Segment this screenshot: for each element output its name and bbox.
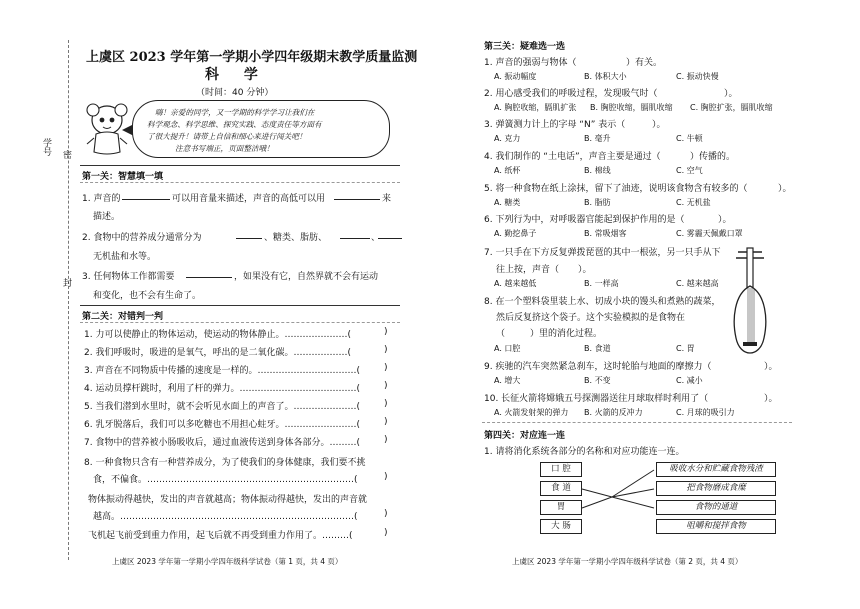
answer-paren-close[interactable]: ) (384, 435, 388, 445)
choice-q8-opt-c[interactable]: C. 胃 (676, 344, 695, 353)
choice-q2-opt-c[interactable]: C. 胸腔扩张，膈肌收缩 (690, 103, 773, 112)
subject-title: 科 学 (205, 67, 268, 83)
margin-label-student-number: 学号 (41, 138, 51, 156)
choice-q5-opt-b[interactable]: B. 脂肪 (584, 198, 611, 207)
exam-duration: （时间：40 分钟） (196, 88, 274, 98)
choice-q3-opt-a[interactable]: A. 克力 (494, 134, 521, 143)
choice-q2-opt-a[interactable]: A. 胸腔收缩，膈肌扩张 (494, 103, 577, 112)
margin-label-feng: 封 (63, 279, 73, 289)
fill-q3-part3: 和变化，也不会有生命了。 (93, 291, 202, 301)
choice-q7-opt-b[interactable]: B. 一样高 (584, 279, 619, 288)
function-box-grind-food[interactable]: 把食物磨成食糜 (656, 481, 776, 496)
bubble-line: 注意书写端正，页面整洁哦！ (175, 144, 274, 153)
organ-box-mouth[interactable]: 口 腔 (540, 462, 582, 477)
section2-title: 第二关：对错判一判 (82, 312, 164, 322)
fill-q1-part4: 描述。 (93, 212, 121, 222)
choice-q6-opt-a[interactable]: A. 勤挖鼻子 (494, 229, 537, 238)
choice-q8-line1: 8. 在一个塑料袋里装上水、切成小块的馒头和煮熟的蔬菜， (484, 297, 721, 307)
choice-q6: 6. 下列行为中，对呼吸器官能起到保护作用的是（ (484, 215, 685, 225)
answer-paren-close[interactable]: ) (384, 509, 388, 519)
judge-item-4: 4. 运动员撑杆跳时，利用了杆的弹力。…………………………………( (84, 384, 360, 394)
answer-paren-close[interactable]: ) (384, 345, 388, 355)
judge-item-9-line1: 物体振动得越快，发出的声音就越高；物体振动得越快，发出的声音就 (88, 495, 368, 505)
choice-q4-opt-a[interactable]: A. 纸杯 (494, 166, 521, 175)
answer-paren-close[interactable]: ) (384, 399, 388, 409)
choice-q6-opt-c[interactable]: C. 雾霾天佩戴口罩 (676, 229, 743, 238)
choice-q7-opt-c[interactable]: C. 越来越高 (676, 279, 719, 288)
section1-title: 第一关：智慧填一填 (82, 172, 164, 182)
connection-line (582, 489, 612, 497)
organ-box-large-intestine[interactable]: 大 肠 (540, 519, 582, 534)
choice-q2-opt-b[interactable]: B. 胸腔收缩，膈肌收缩 (590, 103, 673, 112)
choice-q2: 2. 用心感受我们的呼吸过程，发现吸气时（ (484, 89, 658, 99)
fill-q2-part4: 无机盐和水等。 (93, 252, 157, 262)
page-footer: 上虞区 2023 学年第一学期小学四年级科学试卷（第 2 页，共 4 页） (512, 557, 743, 566)
section3-title: 第三关：疑难选一选 (484, 42, 566, 52)
fill-q2-part2: 、糖类、脂肪、 (264, 233, 328, 243)
function-box-chew-food[interactable]: 咀嚼和搅拌食物 (656, 519, 776, 534)
judge-item-5: 5. 当我们潜到水里时，就不会听见水面上的声音了。…………………( (84, 402, 360, 412)
choice-q10: 10. 长征火箭将嫦娥五号探测器送往月球取样时利用了（ (484, 394, 709, 404)
choice-q7-opt-a[interactable]: A. 越来越低 (494, 279, 537, 288)
answer-paren-close[interactable]: ) (384, 528, 388, 538)
bubble-line: 嗨！亲爱的同学，又一学期的科学学习让我们在 (155, 108, 315, 117)
answer-paren-close[interactable]: ) (384, 472, 388, 482)
answer-paren-close[interactable]: ) (384, 363, 388, 373)
fill-q2-part3: 、 (371, 233, 381, 243)
choice-q1-opt-c[interactable]: C. 振动快慢 (676, 72, 719, 81)
choice-q6-opt-b[interactable]: B. 常吸烟客 (584, 229, 627, 238)
connection-line (582, 497, 612, 508)
fill-q3-part1: 3. 任何物体工作都需要 (82, 272, 175, 282)
choice-q7-end: ）。 (578, 265, 592, 275)
choice-q3-opt-c[interactable]: C. 牛顿 (676, 134, 703, 143)
fill-q1-part1: 1. 声音的 (82, 194, 121, 204)
choice-q9-opt-a[interactable]: A. 增大 (494, 376, 521, 385)
match-instruction: 1. 请将消化系统各部分的名称和对应功能连一连。 (484, 447, 685, 457)
bubble-line: 了很大提升！请带上自信和细心来进行闯关吧！ (147, 132, 307, 141)
judge-item-9-line2: 越高。……………………………………………………………………( (93, 512, 358, 522)
choice-q10-opt-b[interactable]: B. 火箭的反冲力 (584, 408, 643, 417)
choice-q4: 4. 我们制作的 “土电话”，声音主要是通过（ (484, 152, 661, 162)
choice-q7-line2: 往上按，声音（ (496, 265, 560, 275)
answer-paren-close[interactable]: ) (384, 327, 388, 337)
choice-q1-opt-a[interactable]: A. 振动幅度 (494, 72, 537, 81)
choice-q5-end: ）。 (778, 184, 792, 194)
judge-item-3: 3. 声音在不同物质中传播的速度是一样的。……………………………( (84, 366, 360, 376)
choice-q10-opt-a[interactable]: A. 火箭发射架的弹力 (494, 408, 569, 417)
organ-box-stomach[interactable]: 胃 (540, 500, 582, 515)
choice-q9-end: ）。 (764, 362, 778, 372)
answer-paren-close[interactable]: ) (384, 381, 388, 391)
judge-item-8-line2: 食，不偏食。……………………………………………………………( (93, 475, 358, 485)
choice-q10-end: ）。 (764, 394, 778, 404)
judge-item-1: 1. 力可以使静止的物体运动，使运动的物体静止。…………………( (84, 330, 351, 340)
choice-q8-line3: ）里的消化过程。 (530, 329, 603, 339)
choice-q5: 5. 将一种食物在纸上涂抹，留下了油迹，说明该食物含有较多的（ (484, 184, 748, 194)
choice-q9: 9. 疾驰的汽车突然紧急刹车，这时轮胎与地面的摩擦力（ (484, 362, 712, 372)
fill-q1-part2: 可以用音量来描述，声音的高低可以用 (172, 194, 326, 204)
choice-q8-line3-open: （ (496, 329, 506, 339)
judge-item-10: 飞机起飞前受到重力作用，起飞后就不再受到重力作用了。………( (88, 531, 353, 541)
choice-q3: 3. 弹簧测力计上的字母 “N” 表示（ (484, 120, 626, 130)
choice-q9-opt-b[interactable]: B. 不变 (584, 376, 611, 385)
section4-title: 第四关：对应连一连 (484, 431, 566, 441)
choice-q1-opt-b[interactable]: B. 体积大小 (584, 72, 627, 81)
margin-label-mi: 密 (63, 151, 73, 161)
choice-q5-opt-a[interactable]: A. 糖类 (494, 198, 521, 207)
choice-q8-opt-a[interactable]: A. 口腔 (494, 344, 521, 353)
choice-q3-opt-b[interactable]: B. 毫升 (584, 134, 611, 143)
choice-q9-opt-c[interactable]: C. 减小 (676, 376, 703, 385)
function-box-absorb-water[interactable]: 吸收水分和贮藏食物残渣 (656, 462, 776, 477)
choice-q8-line2: 然后反复挤这个袋子。这个实验模拟的是食物在 (496, 313, 686, 323)
choice-q4-opt-b[interactable]: B. 棉线 (584, 166, 611, 175)
judge-item-8-line1: 8. 一种食物只含有一种营养成分，为了使我们的身体健康，我们要不挑 (84, 458, 366, 468)
page-footer: 上虞区 2023 学年第一学期小学四年级科学试卷（第 1 页，共 4 页） (112, 557, 343, 566)
judge-item-7: 7. 食物中的营养被小肠吸收后，通过血液传送到身体各部分。………( (84, 438, 360, 448)
judge-item-6: 6. 乳牙脱落后，我们可以多吃糖也不用担心蛀牙。……………………( (84, 420, 360, 430)
bubble-line: 科学观念、科学思维、探究实践、态度责任等方面有 (147, 120, 322, 129)
function-box-food-passage[interactable]: 食物的通道 (656, 500, 776, 515)
exam-title: 上虞区 2023 学年第一学期小学四年级期末教学质量监测 (86, 50, 418, 65)
connection-line (612, 497, 654, 508)
choice-q3-end: ）。 (652, 120, 666, 130)
choice-q5-opt-c[interactable]: C. 无机盐 (676, 198, 711, 207)
choice-q7-line1: 7. 一只手在下方反复弹拨琵琶的其中一根弦，另一只手从下 (484, 248, 721, 258)
answer-paren-close[interactable]: ) (384, 417, 388, 427)
choice-q4-end: ）传播的。 (690, 152, 736, 162)
choice-q1-end: ）有关。 (626, 58, 663, 68)
organ-box-esophagus[interactable]: 食 道 (540, 481, 582, 496)
choice-q6-end: ）。 (718, 215, 732, 225)
choice-q10-opt-c[interactable]: C. 月球的吸引力 (676, 408, 735, 417)
choice-q4-opt-c[interactable]: C. 空气 (676, 166, 703, 175)
fill-q3-part2: ，如果没有它，自然界就不会有运动 (234, 272, 379, 282)
choice-q1: 1. 声音的强弱与物体（ (484, 58, 577, 68)
fill-q2-part1: 2. 食物中的营养成分通常分为 (82, 233, 202, 243)
choice-q2-end: ）。 (724, 89, 738, 99)
choice-q8-opt-b[interactable]: B. 食道 (584, 344, 611, 353)
fill-q1-part3: 来 (382, 194, 392, 204)
judge-item-2: 2. 我们呼吸时，吸进的是氧气，呼出的是二氧化碳。………………( (84, 348, 351, 358)
